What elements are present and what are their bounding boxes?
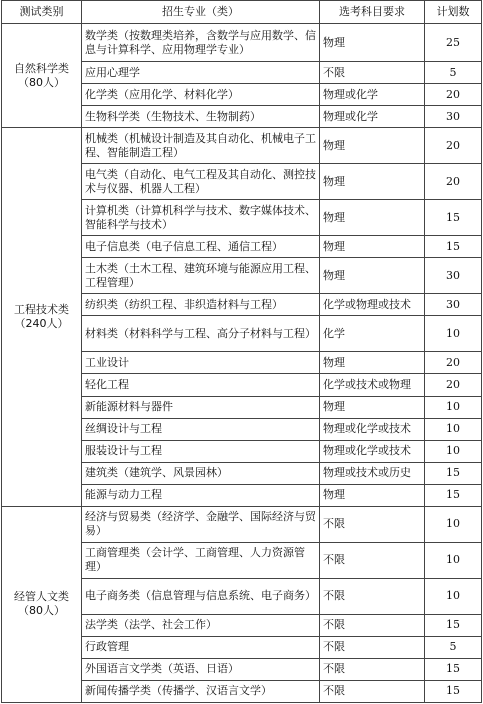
plan-cell: 15 xyxy=(425,200,482,236)
major-cell: 外国语言文学类（英语、日语） xyxy=(82,658,320,680)
header-category: 测试类别 xyxy=(2,1,82,24)
subjects-cell: 物理 xyxy=(320,352,425,374)
category-cell xyxy=(2,24,82,128)
subjects-cell: 不限 xyxy=(320,636,425,658)
subjects-cell: 不限 xyxy=(320,680,425,702)
subjects-cell: 化学或物理或技术 xyxy=(320,294,425,316)
subjects-cell: 物理 xyxy=(320,200,425,236)
major-cell: 轻化工程 xyxy=(82,374,320,396)
category-quota: （80人） xyxy=(18,75,65,89)
plan-cell: 20 xyxy=(425,128,482,164)
subjects-cell: 不限 xyxy=(320,658,425,680)
major-cell: 数学类（按数理类培养，含数学与应用数学、信息与计算科学、应用物理学专业） xyxy=(82,24,320,62)
major-cell: 电子信息类（电子信息工程、通信工程） xyxy=(82,236,320,258)
major-cell: 新闻传播学类（传播学、汉语言文学） xyxy=(82,680,320,702)
plan-cell: 10 xyxy=(425,316,482,352)
subjects-cell: 物理或化学 xyxy=(320,106,425,128)
plan-cell: 15 xyxy=(425,484,482,506)
plan-cell: 5 xyxy=(425,636,482,658)
subjects-cell: 不限 xyxy=(320,614,425,636)
subjects-cell: 物理或化学或技术 xyxy=(320,440,425,462)
subjects-cell: 物理或技术或历史 xyxy=(320,462,425,484)
plan-cell: 30 xyxy=(425,106,482,128)
major-cell: 行政管理 xyxy=(82,636,320,658)
major-cell: 新能源材料与器件 xyxy=(82,396,320,418)
subjects-cell: 物理 xyxy=(320,164,425,200)
plan-cell: 10 xyxy=(425,506,482,542)
subjects-cell: 不限 xyxy=(320,62,425,84)
major-cell: 纺织类（纺织工程、非织造材料与工程） xyxy=(82,294,320,316)
subjects-cell: 不限 xyxy=(320,542,425,578)
subjects-cell: 化学 xyxy=(320,316,425,352)
category-cell xyxy=(2,128,82,507)
major-cell: 土木类（土木工程、建筑环境与能源应用工程、工程管理） xyxy=(82,258,320,294)
major-cell: 生物科学类（生物技术、生物制药） xyxy=(82,106,320,128)
plan-cell: 30 xyxy=(425,294,482,316)
major-cell: 电子商务类（信息管理与信息系统、电子商务） xyxy=(82,578,320,614)
header-plan: 计划数 xyxy=(425,1,482,24)
plan-cell: 10 xyxy=(425,418,482,440)
major-cell: 工业设计 xyxy=(82,352,320,374)
major-cell: 建筑类（建筑学、风景园林） xyxy=(82,462,320,484)
table-row xyxy=(2,24,482,62)
major-cell: 化学类（应用化学、材料化学） xyxy=(82,84,320,106)
plan-cell: 15 xyxy=(425,236,482,258)
plan-cell: 10 xyxy=(425,578,482,614)
table-row xyxy=(2,128,482,164)
subjects-cell: 物理 xyxy=(320,258,425,294)
major-cell: 经济与贸易类（经济学、金融学、国际经济与贸易） xyxy=(82,506,320,542)
plan-cell: 10 xyxy=(425,440,482,462)
plan-cell: 20 xyxy=(425,84,482,106)
header-row xyxy=(2,1,482,24)
plan-cell: 5 xyxy=(425,62,482,84)
category-quota: （80人） xyxy=(18,604,65,618)
plan-cell: 15 xyxy=(425,680,482,702)
category-name: 自然科学类 xyxy=(14,61,69,75)
major-cell: 机械类（机械设计制造及其自动化、机械电子工程、智能制造工程） xyxy=(82,128,320,164)
subjects-cell: 物理 xyxy=(320,128,425,164)
plan-cell: 10 xyxy=(425,542,482,578)
header-subjects: 选考科目要求 xyxy=(320,1,425,24)
header-major: 招生专业（类） xyxy=(82,1,320,24)
plan-cell: 10 xyxy=(425,396,482,418)
subjects-cell: 物理 xyxy=(320,396,425,418)
plan-cell: 30 xyxy=(425,258,482,294)
subjects-cell: 化学或技术或物理 xyxy=(320,374,425,396)
enrollment-plan-table xyxy=(1,0,482,703)
subjects-cell: 不限 xyxy=(320,506,425,542)
subjects-cell: 物理或化学或技术 xyxy=(320,418,425,440)
plan-cell: 15 xyxy=(425,614,482,636)
plan-cell: 20 xyxy=(425,374,482,396)
category-cell xyxy=(2,506,82,702)
plan-cell: 20 xyxy=(425,352,482,374)
subjects-cell: 不限 xyxy=(320,578,425,614)
subjects-cell: 物理 xyxy=(320,236,425,258)
major-cell: 工商管理类（会计学、工商管理、人力资源管理） xyxy=(82,542,320,578)
subjects-cell: 物理 xyxy=(320,484,425,506)
category-quota: （240人） xyxy=(14,316,69,330)
plan-cell: 20 xyxy=(425,164,482,200)
plan-cell: 25 xyxy=(425,24,482,62)
major-cell: 丝绸设计与工程 xyxy=(82,418,320,440)
category-name: 工程技术类 xyxy=(14,302,69,316)
major-cell: 材料类（材料科学与工程、高分子材料与工程） xyxy=(82,316,320,352)
major-cell: 电气类（自动化、电气工程及其自动化、测控技术与仪器、机器人工程） xyxy=(82,164,320,200)
subjects-cell: 物理或化学 xyxy=(320,84,425,106)
subjects-cell: 物理 xyxy=(320,24,425,62)
plan-cell: 15 xyxy=(425,462,482,484)
major-cell: 计算机类（计算机科学与技术、数字媒体技术、智能科学与技术） xyxy=(82,200,320,236)
category-name: 经管人文类 xyxy=(14,590,69,604)
major-cell: 服装设计与工程 xyxy=(82,440,320,462)
major-cell: 应用心理学 xyxy=(82,62,320,84)
major-cell: 法学类（法学、社会工作） xyxy=(82,614,320,636)
table-row xyxy=(2,506,482,542)
major-cell: 能源与动力工程 xyxy=(82,484,320,506)
plan-cell: 15 xyxy=(425,658,482,680)
